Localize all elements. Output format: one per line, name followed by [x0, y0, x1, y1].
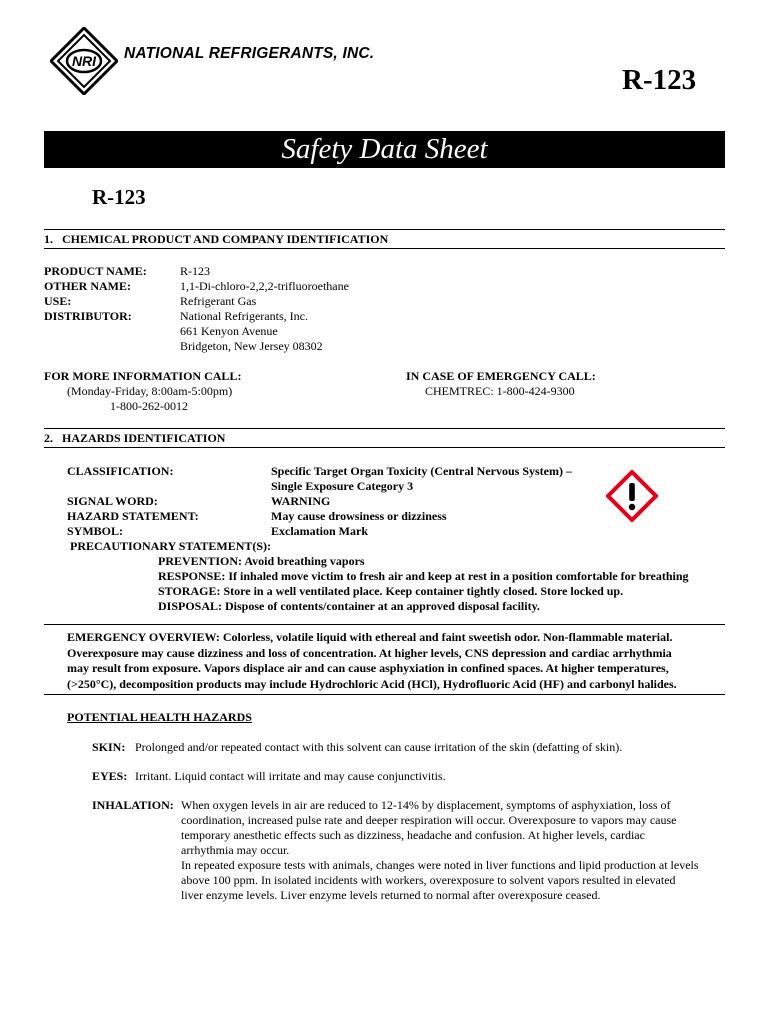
inhalation-text: above 100 ppm. In isolated incidents with workers, overexposure to solvent vapors resulted in elevated	[181, 873, 676, 887]
section2-heading: 2. HAZARDS IDENTIFICATION	[44, 431, 226, 445]
eyes-text: Irritant. Liquid contact will irritate and may cause conjunctivitis.	[135, 769, 446, 783]
skin-label: SKIN:	[92, 740, 126, 754]
product-title: R-123	[92, 185, 146, 209]
precaution-prevention: PREVENTION: Avoid breathing vapors	[158, 554, 365, 568]
section2-bottom-rule	[44, 447, 725, 448]
company-name: NATIONAL REFRIGERANTS, INC.	[124, 45, 375, 62]
inhalation-text: liver enzyme levels. Liver enzyme levels returned to normal after overexposure ceased.	[181, 888, 601, 902]
classification-value: Single Exposure Category 3	[271, 479, 414, 493]
classification-value: Specific Target Organ Toxicity (Central Nervous System) –	[271, 464, 572, 478]
section1-top-rule	[44, 229, 725, 230]
hazard-statement-value: May cause drowsiness or dizziness	[271, 509, 447, 523]
other-name-label: OTHER NAME:	[44, 279, 131, 293]
signal-word-value: WARNING	[271, 494, 331, 508]
overview-bottom-rule	[44, 694, 725, 695]
distributor-value: National Refrigerants, Inc.	[180, 309, 308, 323]
document-title-banner: Safety Data Sheet	[44, 131, 725, 168]
product-name-value: R-123	[180, 264, 210, 278]
product-name-label: PRODUCT NAME:	[44, 264, 147, 278]
symbol-value: Exclamation Mark	[271, 524, 368, 538]
other-name-value: 1,1-Di-chloro-2,2,2-trifluoroethane	[180, 279, 349, 293]
section2-top-rule	[44, 428, 725, 429]
eyes-label: EYES:	[92, 769, 128, 783]
emergency-call-label: IN CASE OF EMERGENCY CALL:	[406, 369, 596, 383]
hazard-statement-label: HAZARD STATEMENT:	[67, 509, 199, 523]
symbol-label: SYMBOL:	[67, 524, 124, 538]
exclamation-mark-icon	[606, 470, 658, 522]
skin-text: Prolonged and/or repeated contact with this solvent can cause irritation of the skin (defatting of skin).	[135, 740, 623, 754]
use-label: USE:	[44, 294, 72, 308]
inhalation-text: arrhythmia may occur.	[181, 843, 290, 857]
emergency-overview-line: may result from exposure. Vapors displace air and can cause asphyxiation in confined spaces. At higher temperatures,	[67, 661, 669, 675]
inhalation-label: INHALATION:	[92, 798, 174, 812]
emergency-overview-line: (>250°C), decomposition products may include Hydrochloric Acid (HCl), Hydrofluoric Acid (HF) and carbonyl halides.	[67, 677, 677, 691]
info-call-label: FOR MORE INFORMATION CALL:	[44, 369, 242, 383]
inhalation-text: When oxygen levels in air are reduced to 12-14% by displacement, symptoms of asphyxiation, loss of	[181, 798, 671, 812]
signal-word-label: SIGNAL WORD:	[67, 494, 158, 508]
inhalation-text: coordination, increased pulse rate and deeper respiration will occur. Overexposure to vapors may cause	[181, 813, 677, 827]
distributor-label: DISTRIBUTOR:	[44, 309, 132, 323]
emergency-call-value: CHEMTREC: 1-800-424-9300	[425, 384, 575, 398]
precautionary-label: PRECAUTIONARY STATEMENT(S):	[70, 539, 272, 553]
ghs-pictogram	[606, 470, 658, 522]
precaution-response: RESPONSE: If inhaled move victim to fresh air and keep at rest in a position comfortable for breathing	[158, 569, 689, 583]
overview-top-rule	[44, 624, 725, 625]
inhalation-text: In repeated exposure tests with animals, changes were noted in liver functions and lipid production at levels	[181, 858, 699, 872]
emergency-overview-line: EMERGENCY OVERVIEW: Colorless, volatile liquid with ethereal and faint sweetish odor. Non-flammable material.	[67, 630, 673, 644]
health-hazards-heading: POTENTIAL HEALTH HAZARDS	[67, 710, 252, 724]
company-logo	[50, 27, 118, 95]
product-code: R-123	[622, 64, 697, 96]
info-call-phone: 1-800-262-0012	[110, 399, 188, 413]
nri-diamond-logo-icon	[50, 27, 118, 95]
precaution-disposal: DISPOSAL: Dispose of contents/container at an approved disposal facility.	[158, 599, 540, 613]
emergency-overview-line: Overexposure may cause dizziness and loss of concentration. At higher levels, CNS depression and cardiac arrhythmia	[67, 646, 672, 660]
address-line: 661 Kenyon Avenue	[180, 324, 278, 338]
info-call-hours: (Monday-Friday, 8:00am-5:00pm)	[67, 384, 233, 398]
logo-letters: NRI	[71, 53, 97, 69]
classification-label: CLASSIFICATION:	[67, 464, 174, 478]
section1-bottom-rule	[44, 248, 725, 249]
precaution-storage: STORAGE: Store in a well ventilated place. Keep container tightly closed. Store locked up.	[158, 584, 624, 598]
inhalation-text: temporary anesthetic effects such as dizziness, headache and confusion. At higher levels, cardiac	[181, 828, 645, 842]
section1-heading: 1. CHEMICAL PRODUCT AND COMPANY IDENTIFICATION	[44, 232, 389, 246]
address-line: Bridgeton, New Jersey 08302	[180, 339, 323, 353]
use-value: Refrigerant Gas	[180, 294, 257, 308]
